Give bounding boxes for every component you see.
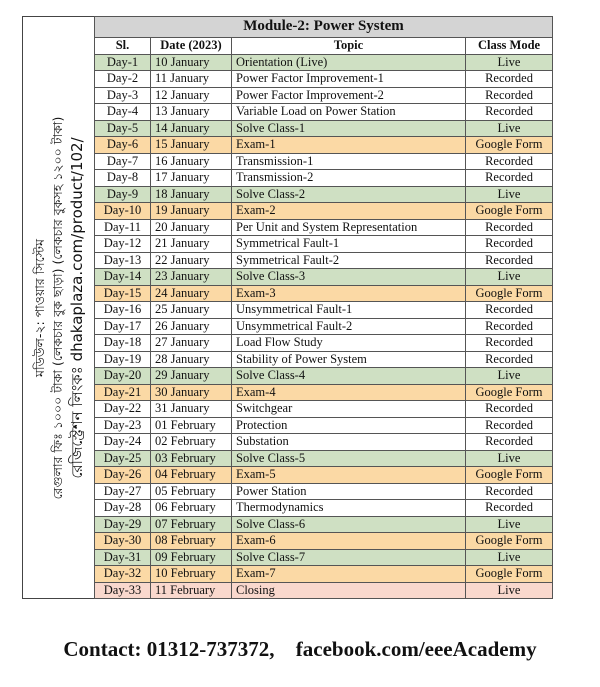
table-row [95,269,553,286]
cell-sl: Day-8 [95,170,151,187]
cell-sl: Day-23 [95,417,151,434]
cell-sl: Day-9 [95,186,151,203]
cell-sl: Day-32 [95,566,151,583]
cell-topic: Exam-2 [232,203,466,220]
cell-date: 18 January [151,186,232,203]
schedule-table [94,16,553,599]
cell-mode: Live [466,450,553,467]
cell-sl: Day-17 [95,318,151,335]
cell-topic: Solve Class-7 [232,549,466,566]
cell-mode: Recorded [466,71,553,88]
cell-date: 12 January [151,87,232,104]
cell-date: 31 January [151,401,232,418]
cell-date: 08 February [151,533,232,550]
cell-sl: Day-22 [95,401,151,418]
cell-sl: Day-7 [95,153,151,170]
table-row [95,137,553,154]
side-module-line: মডিউল-২: পাওয়ার সিস্টেম [32,239,47,377]
cell-topic: Unsymmetrical Fault-2 [232,318,466,335]
cell-sl: Day-3 [95,87,151,104]
cell-date: 17 January [151,170,232,187]
cell-date: 22 January [151,252,232,269]
facebook-link[interactable]: facebook.com/eeeAcademy [295,637,537,661]
table-row [95,467,553,484]
cell-topic: Exam-5 [232,467,466,484]
table-row [95,87,553,104]
cell-sl: Day-2 [95,71,151,88]
cell-topic: Load Flow Study [232,335,466,352]
table-row [95,186,553,203]
side-fee-line: রেগুলার ফিঃ ১০০০ টাকা (লেকচার বুক ছাড়া) (লেকচার বুকসহ ১২০০ টাকা) [50,116,65,500]
cell-mode: Recorded [466,335,553,352]
contact-phone: Contact: 01312-737372, [63,637,275,661]
cell-date: 14 January [151,120,232,137]
cell-topic: Solve Class-1 [232,120,466,137]
table-row [95,450,553,467]
cell-topic: Power Factor Improvement-1 [232,71,466,88]
cell-date: 24 January [151,285,232,302]
cell-sl: Day-27 [95,483,151,500]
cell-date: 04 February [151,467,232,484]
cell-topic: Switchgear [232,401,466,418]
cell-mode: Recorded [466,483,553,500]
cell-topic: Stability of Power System [232,351,466,368]
cell-sl: Day-11 [95,219,151,236]
cell-date: 06 February [151,500,232,517]
table-row [95,302,553,319]
table-row [95,54,553,71]
cell-topic: Substation [232,434,466,451]
cell-topic: Closing [232,582,466,599]
cell-sl: Day-29 [95,516,151,533]
cell-sl: Day-16 [95,302,151,319]
cell-sl: Day-13 [95,252,151,269]
cell-sl: Day-28 [95,500,151,517]
cell-sl: Day-1 [95,54,151,71]
cell-mode: Recorded [466,351,553,368]
table-row [95,500,553,517]
cell-topic: Power Station [232,483,466,500]
cell-date: 23 January [151,269,232,286]
table-row [95,318,553,335]
table-row [95,104,553,121]
cell-date: 28 January [151,351,232,368]
cell-date: 20 January [151,219,232,236]
cell-mode: Recorded [466,500,553,517]
table-row [95,549,553,566]
cell-mode: Recorded [466,318,553,335]
table-row [95,434,553,451]
cell-topic: Thermodynamics [232,500,466,517]
table-row [95,401,553,418]
cell-date: 13 January [151,104,232,121]
table-row [95,285,553,302]
cell-topic: Exam-1 [232,137,466,154]
cell-topic: Transmission-1 [232,153,466,170]
cell-mode: Live [466,549,553,566]
cell-mode: Recorded [466,236,553,253]
cell-mode: Google Form [466,137,553,154]
cell-date: 01 February [151,417,232,434]
header-mode: Class Mode [466,38,553,55]
side-info-text [31,28,87,588]
cell-sl: Day-5 [95,120,151,137]
cell-date: 11 February [151,582,232,599]
cell-topic: Per Unit and System Representation [232,219,466,236]
cell-topic: Exam-4 [232,384,466,401]
table-row [95,417,553,434]
cell-sl: Day-24 [95,434,151,451]
table-body [95,54,553,599]
table-row [95,170,553,187]
table-title: Module-2: Power System [95,17,553,38]
cell-topic: Exam-7 [232,566,466,583]
cell-sl: Day-12 [95,236,151,253]
cell-date: 07 February [151,516,232,533]
cell-topic: Solve Class-3 [232,269,466,286]
cell-sl: Day-6 [95,137,151,154]
cell-topic: Solve Class-2 [232,186,466,203]
cell-mode: Recorded [466,401,553,418]
cell-mode: Google Form [466,384,553,401]
cell-mode: Live [466,186,553,203]
cell-mode: Recorded [466,434,553,451]
cell-date: 02 February [151,434,232,451]
cell-sl: Day-33 [95,582,151,599]
cell-topic: Solve Class-4 [232,368,466,385]
cell-topic: Symmetrical Fault-1 [232,236,466,253]
side-info-panel [22,16,94,599]
cell-sl: Day-4 [95,104,151,121]
table-row [95,384,553,401]
table-row [95,219,553,236]
table-title-row [95,17,553,38]
table-row [95,582,553,599]
cell-topic: Transmission-2 [232,170,466,187]
cell-date: 19 January [151,203,232,220]
cell-mode: Google Form [466,285,553,302]
cell-date: 30 January [151,384,232,401]
cell-sl: Day-14 [95,269,151,286]
cell-topic: Symmetrical Fault-2 [232,252,466,269]
table-row [95,533,553,550]
cell-mode: Recorded [466,302,553,319]
table-header-row [95,38,553,55]
cell-date: 10 February [151,566,232,583]
table-row [95,153,553,170]
cell-mode: Live [466,120,553,137]
header-sl: Sl. [95,38,151,55]
cell-topic: Solve Class-5 [232,450,466,467]
cell-topic: Solve Class-6 [232,516,466,533]
cell-sl: Day-19 [95,351,151,368]
cell-sl: Day-26 [95,467,151,484]
cell-sl: Day-15 [95,285,151,302]
cell-mode: Live [466,582,553,599]
table-row [95,368,553,385]
table-row [95,483,553,500]
table-row [95,203,553,220]
cell-sl: Day-18 [95,335,151,352]
cell-topic: Variable Load on Power Station [232,104,466,121]
cell-sl: Day-20 [95,368,151,385]
table-row [95,516,553,533]
cell-date: 03 February [151,450,232,467]
cell-mode: Recorded [466,219,553,236]
contact-footer [0,637,600,662]
cell-sl: Day-25 [95,450,151,467]
cell-topic: Protection [232,417,466,434]
cell-mode: Live [466,54,553,71]
table-row [95,566,553,583]
cell-mode: Live [466,269,553,286]
cell-date: 27 January [151,335,232,352]
cell-mode: Recorded [466,153,553,170]
schedule-document [22,16,552,599]
cell-topic: Exam-3 [232,285,466,302]
cell-date: 15 January [151,137,232,154]
cell-date: 05 February [151,483,232,500]
cell-mode: Google Form [466,203,553,220]
cell-date: 29 January [151,368,232,385]
cell-mode: Google Form [466,467,553,484]
cell-date: 16 January [151,153,232,170]
cell-topic: Unsymmetrical Fault-1 [232,302,466,319]
cell-mode: Recorded [466,170,553,187]
cell-sl: Day-10 [95,203,151,220]
cell-sl: Day-30 [95,533,151,550]
table-row [95,351,553,368]
table-row [95,120,553,137]
side-registration-line: রেজিস্ট্রেশন লিংকঃ dhakaplaza.com/product/102/ [68,137,86,479]
cell-date: 25 January [151,302,232,319]
cell-date: 26 January [151,318,232,335]
cell-sl: Day-31 [95,549,151,566]
cell-sl: Day-21 [95,384,151,401]
cell-topic: Power Factor Improvement-2 [232,87,466,104]
header-date: Date (2023) [151,38,232,55]
cell-mode: Recorded [466,252,553,269]
table-row [95,252,553,269]
cell-date: 21 January [151,236,232,253]
cell-mode: Google Form [466,566,553,583]
header-topic: Topic [232,38,466,55]
cell-topic: Orientation (Live) [232,54,466,71]
cell-mode: Recorded [466,417,553,434]
cell-date: 10 January [151,54,232,71]
table-row [95,335,553,352]
cell-mode: Live [466,516,553,533]
cell-date: 11 January [151,71,232,88]
cell-mode: Recorded [466,104,553,121]
cell-mode: Live [466,368,553,385]
cell-mode: Recorded [466,87,553,104]
table-row [95,71,553,88]
table-row [95,236,553,253]
cell-date: 09 February [151,549,232,566]
cell-mode: Google Form [466,533,553,550]
cell-topic: Exam-6 [232,533,466,550]
